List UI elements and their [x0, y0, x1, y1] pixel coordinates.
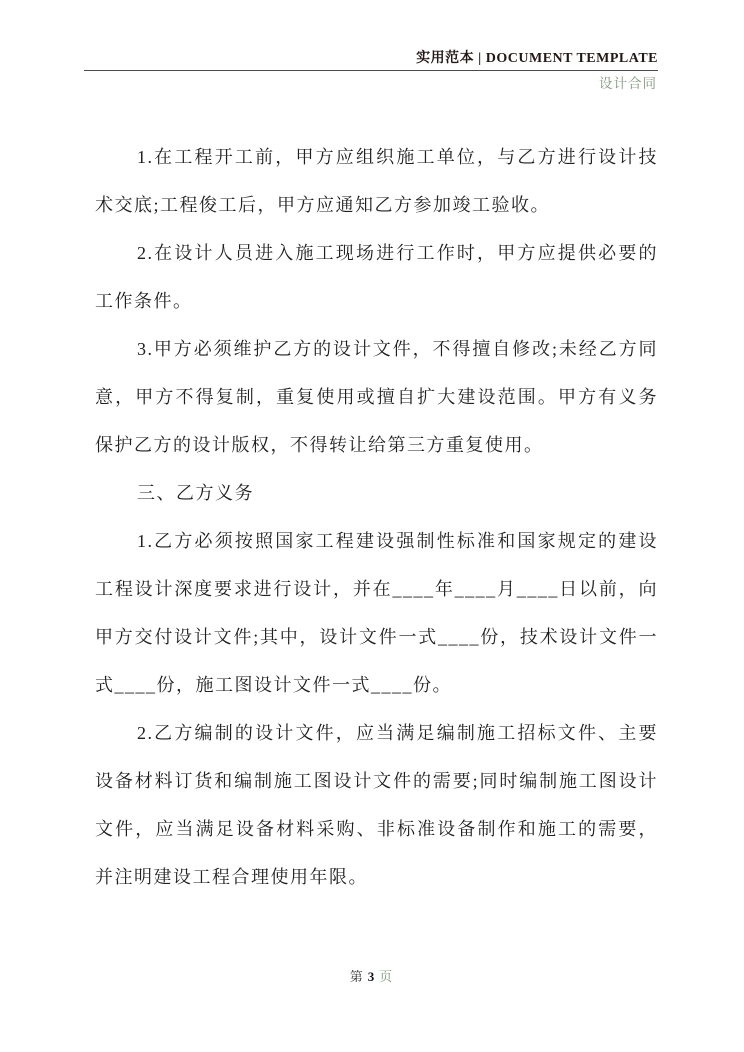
page-footer — [0, 966, 744, 985]
header-brand-text: 实用范本 | DOCUMENT TEMPLATE — [416, 51, 658, 66]
paragraph-1: 1.在工程开工前，甲方应组织施工单位，与乙方进行设计技术交底;工程俊工后，甲方应通知乙方参加竣工验收。 — [95, 147, 658, 215]
footer-prefix: 第 — [349, 969, 365, 984]
paragraph-5: 2.乙方编制的设计文件，应当满足编制施工招标文件、主要设备材料订货和编制施工图设计文件的需要;同时编制施工图设计文件，应当满足设备材料采购、非标准设备制作和施工的需要，并注明建设工程合理使用年限。 — [95, 723, 658, 887]
paragraph-4: 1.乙方必须按照国家工程建设强制性标准和国家规定的建设工程设计深度要求进行设计，并在____年____月____日以前，向甲方交付设计文件;其中，设计文件一式____份，技术设计文件一式____份，施工图设计文件一式____份。 — [95, 531, 658, 695]
footer-suffix: 页 — [379, 969, 395, 984]
section-heading: 三、乙方义务 — [137, 483, 254, 503]
header-divider-line — [84, 70, 658, 71]
page-number: 3 — [367, 969, 377, 984]
document-title: 设计合同 — [599, 76, 657, 91]
paragraph-2: 2.在设计人员进入施工现场进行工作时，甲方应提供必要的工作条件。 — [95, 243, 658, 311]
paragraph-3: 3.甲方必须维护乙方的设计文件，不得擅自修改;未经乙方同意，甲方不得复制，重复使用或擅自扩大建设范围。甲方有义务保护乙方的设计版权，不得转让给第三方重复使用。 — [95, 339, 658, 455]
document-body — [95, 133, 658, 901]
